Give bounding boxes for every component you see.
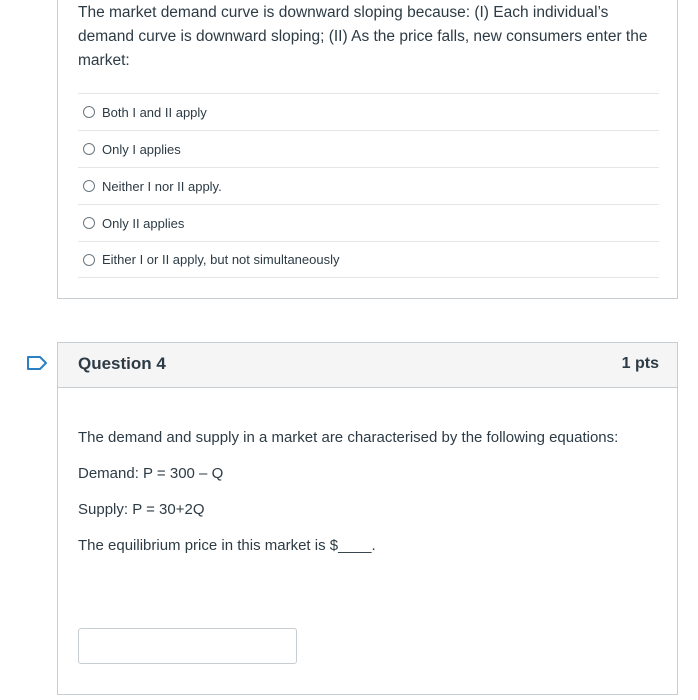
question-points: 1 pts — [621, 355, 659, 372]
answer-list — [78, 93, 659, 278]
answer-label: Both I and II apply — [102, 104, 207, 120]
question-4-card — [57, 342, 678, 695]
question-3-card — [57, 0, 678, 299]
answer-option-2[interactable] — [78, 130, 659, 167]
supply-equation: Supply: P = 30+2Q — [78, 501, 205, 518]
question-line: The demand and supply in a market are characterised by the following equations: — [78, 429, 619, 446]
flag-question-icon[interactable] — [26, 355, 48, 371]
radio-button[interactable] — [83, 180, 95, 192]
question-3-text: The market demand curve is downward sloping because: (I) Each individual’s demand curve is downward sloping; (II) As the price falls, new consumers enter the market: — [78, 4, 648, 69]
radio-button[interactable] — [83, 254, 95, 266]
answer-label: Either I or II apply, but not simultaneously — [102, 252, 340, 267]
question-4-text — [78, 429, 618, 573]
answer-option-4[interactable] — [78, 204, 659, 241]
radio-button[interactable] — [83, 143, 95, 155]
answer-label: Only II applies — [102, 215, 185, 231]
question-4-header — [58, 343, 677, 388]
radio-button[interactable] — [83, 106, 95, 118]
answer-label: Only I applies — [102, 141, 181, 157]
answer-option-3[interactable] — [78, 167, 659, 204]
answer-input[interactable] — [78, 628, 297, 664]
question-title: Question 4 — [78, 354, 166, 373]
question-prompt: The equilibrium price in this market is $____. — [78, 537, 376, 554]
radio-button[interactable] — [83, 217, 95, 229]
demand-equation: Demand: P = 300 – Q — [78, 465, 224, 482]
answer-option-1[interactable] — [78, 93, 659, 130]
answer-label: Neither I nor II apply. — [102, 178, 222, 194]
answer-option-5[interactable] — [78, 241, 659, 278]
